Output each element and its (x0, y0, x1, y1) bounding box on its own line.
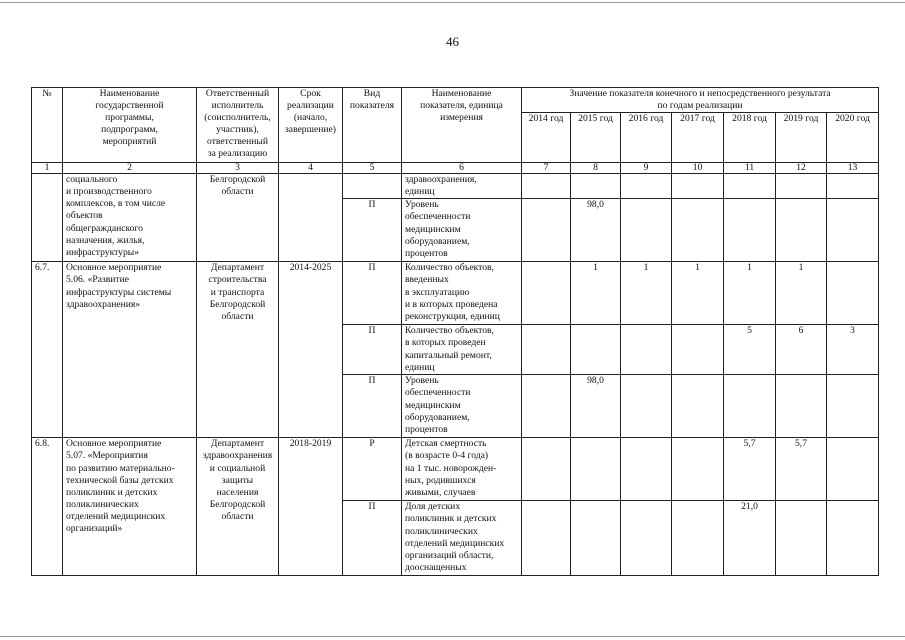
column-number: 4 (279, 163, 343, 174)
header-indicator-name: Наименование показателя, единица измерения (402, 88, 522, 163)
value-2017 (672, 199, 724, 262)
column-number-row (32, 163, 879, 174)
executor: Департамент здравоохранения и социальной защиты населения Белгородской области (197, 438, 279, 576)
value-2019: 5,7 (776, 438, 827, 501)
value-2014 (522, 199, 571, 262)
value-2019 (776, 174, 827, 199)
page-number: 46 (446, 34, 459, 49)
header-group-title: Значение показателя конечного и непосредственного результата по годам реализации (522, 88, 879, 113)
header-number: № (32, 88, 63, 163)
value-2020 (827, 375, 879, 438)
value-2014 (522, 438, 571, 501)
indicator-name: Детская смертность (в возрасте 0-4 года) на 1 тыс. новорожден- ных, родившихся живыми, случаев (402, 438, 522, 501)
header-year: 2016 год (621, 113, 672, 163)
column-number: 2 (63, 163, 197, 174)
value-2020 (827, 438, 879, 501)
indicator-type: П (343, 199, 402, 262)
value-2014 (522, 262, 571, 325)
value-2014 (522, 174, 571, 199)
value-2017 (672, 438, 724, 501)
column-number: 10 (672, 163, 724, 174)
value-2017: 1 (672, 262, 724, 325)
top-edge-line (0, 2, 905, 3)
value-2018: 5 (724, 325, 776, 375)
header-executor: Ответственный исполнитель (соисполнитель, участник), ответственный за реализацию (197, 88, 279, 163)
indicator-type: П (343, 375, 402, 438)
header-year: 2020 год (827, 113, 879, 163)
indicator-type: П (343, 325, 402, 375)
value-2018: 5,7 (724, 438, 776, 501)
table-row (32, 438, 879, 501)
executor: Белгородской области (197, 174, 279, 262)
value-2020 (827, 199, 879, 262)
indicator-name: Уровень обеспеченности медицинским оборудованием, процентов (402, 199, 522, 262)
value-2018: 1 (724, 262, 776, 325)
value-2020: 3 (827, 325, 879, 375)
program-name: социального и производственного комплексов, в том числе объектов общегражданского назначения, жилья, инфраструктуры» (63, 174, 197, 262)
value-2017 (672, 174, 724, 199)
value-2015 (571, 174, 621, 199)
row-number: 6.7. (32, 262, 63, 438)
value-2019 (776, 501, 827, 576)
value-2015: 98,0 (571, 199, 621, 262)
header-year: 2018 год (724, 113, 776, 163)
indicator-type: П (343, 262, 402, 325)
header-year: 2017 год (672, 113, 724, 163)
value-2017 (672, 501, 724, 576)
indicator-type (343, 174, 402, 199)
header-year: 2014 год (522, 113, 571, 163)
column-number: 11 (724, 163, 776, 174)
table-row (32, 174, 879, 199)
indicator-name: здравоохранения, единиц (402, 174, 522, 199)
indicator-name: Количество объектов, в которых проведен капитальный ремонт, единиц (402, 325, 522, 375)
column-number: 3 (197, 163, 279, 174)
value-2015: 1 (571, 262, 621, 325)
value-2017 (672, 325, 724, 375)
column-number: 12 (776, 163, 827, 174)
column-number: 6 (402, 163, 522, 174)
period: 2018-2019 (279, 438, 343, 576)
value-2019 (776, 199, 827, 262)
indicator-type: Р (343, 438, 402, 501)
value-2015 (571, 325, 621, 375)
bottom-edge-line (0, 636, 905, 637)
value-2014 (522, 325, 571, 375)
value-2020 (827, 174, 879, 199)
table-row (32, 262, 879, 325)
value-2016 (621, 501, 672, 576)
column-number: 8 (571, 163, 621, 174)
column-number: 13 (827, 163, 879, 174)
header-program-name: Наименование государственной программы, подпрограмм, мероприятий (63, 88, 197, 163)
value-2016 (621, 438, 672, 501)
value-2016 (621, 325, 672, 375)
value-2019 (776, 375, 827, 438)
executor: Департамент строительства и транспорта Белгородской области (197, 262, 279, 438)
column-number: 7 (522, 163, 571, 174)
value-2015 (571, 438, 621, 501)
period: 2014-2025 (279, 262, 343, 438)
period (279, 174, 343, 262)
row-number: 6.8. (32, 438, 63, 576)
value-2017 (672, 375, 724, 438)
value-2020 (827, 501, 879, 576)
indicator-name: Уровень обеспеченности медицинским оборудованием, процентов (402, 375, 522, 438)
program-name: Основное мероприятие 5.06. «Развитие инфраструктуры системы здравоохранения» (63, 262, 197, 438)
value-2019: 6 (776, 325, 827, 375)
header-year: 2019 год (776, 113, 827, 163)
value-2020 (827, 262, 879, 325)
header-year: 2015 год (571, 113, 621, 163)
value-2016: 1 (621, 262, 672, 325)
header-indicator-type: Вид показателя (343, 88, 402, 163)
value-2015: 98,0 (571, 375, 621, 438)
value-2014 (522, 501, 571, 576)
value-2018 (724, 174, 776, 199)
value-2018 (724, 375, 776, 438)
value-2016 (621, 375, 672, 438)
value-2016 (621, 199, 672, 262)
value-2018: 21,0 (724, 501, 776, 576)
value-2015 (571, 501, 621, 576)
header-period: Срок реализации (начало, завершение) (279, 88, 343, 163)
value-2016 (621, 174, 672, 199)
row-number (32, 174, 63, 262)
program-name: Основное мероприятие 5.07. «Мероприятия по развитию материально- технической базы детских поликлиник и детских поликлинических отделений медицинских организаций» (63, 438, 197, 576)
indicator-name: Количество объектов, введенных в эксплуатацию и в которых проведена реконструкция, единиц (402, 262, 522, 325)
indicator-type: П (343, 501, 402, 576)
column-number: 5 (343, 163, 402, 174)
indicator-table (31, 87, 879, 576)
value-2014 (522, 375, 571, 438)
value-2019: 1 (776, 262, 827, 325)
value-2018 (724, 199, 776, 262)
indicator-name: Доля детских поликлиник и детских поликлинических отделений медицинских организаций области, дооснащенных (402, 501, 522, 576)
column-number: 1 (32, 163, 63, 174)
column-number: 9 (621, 163, 672, 174)
